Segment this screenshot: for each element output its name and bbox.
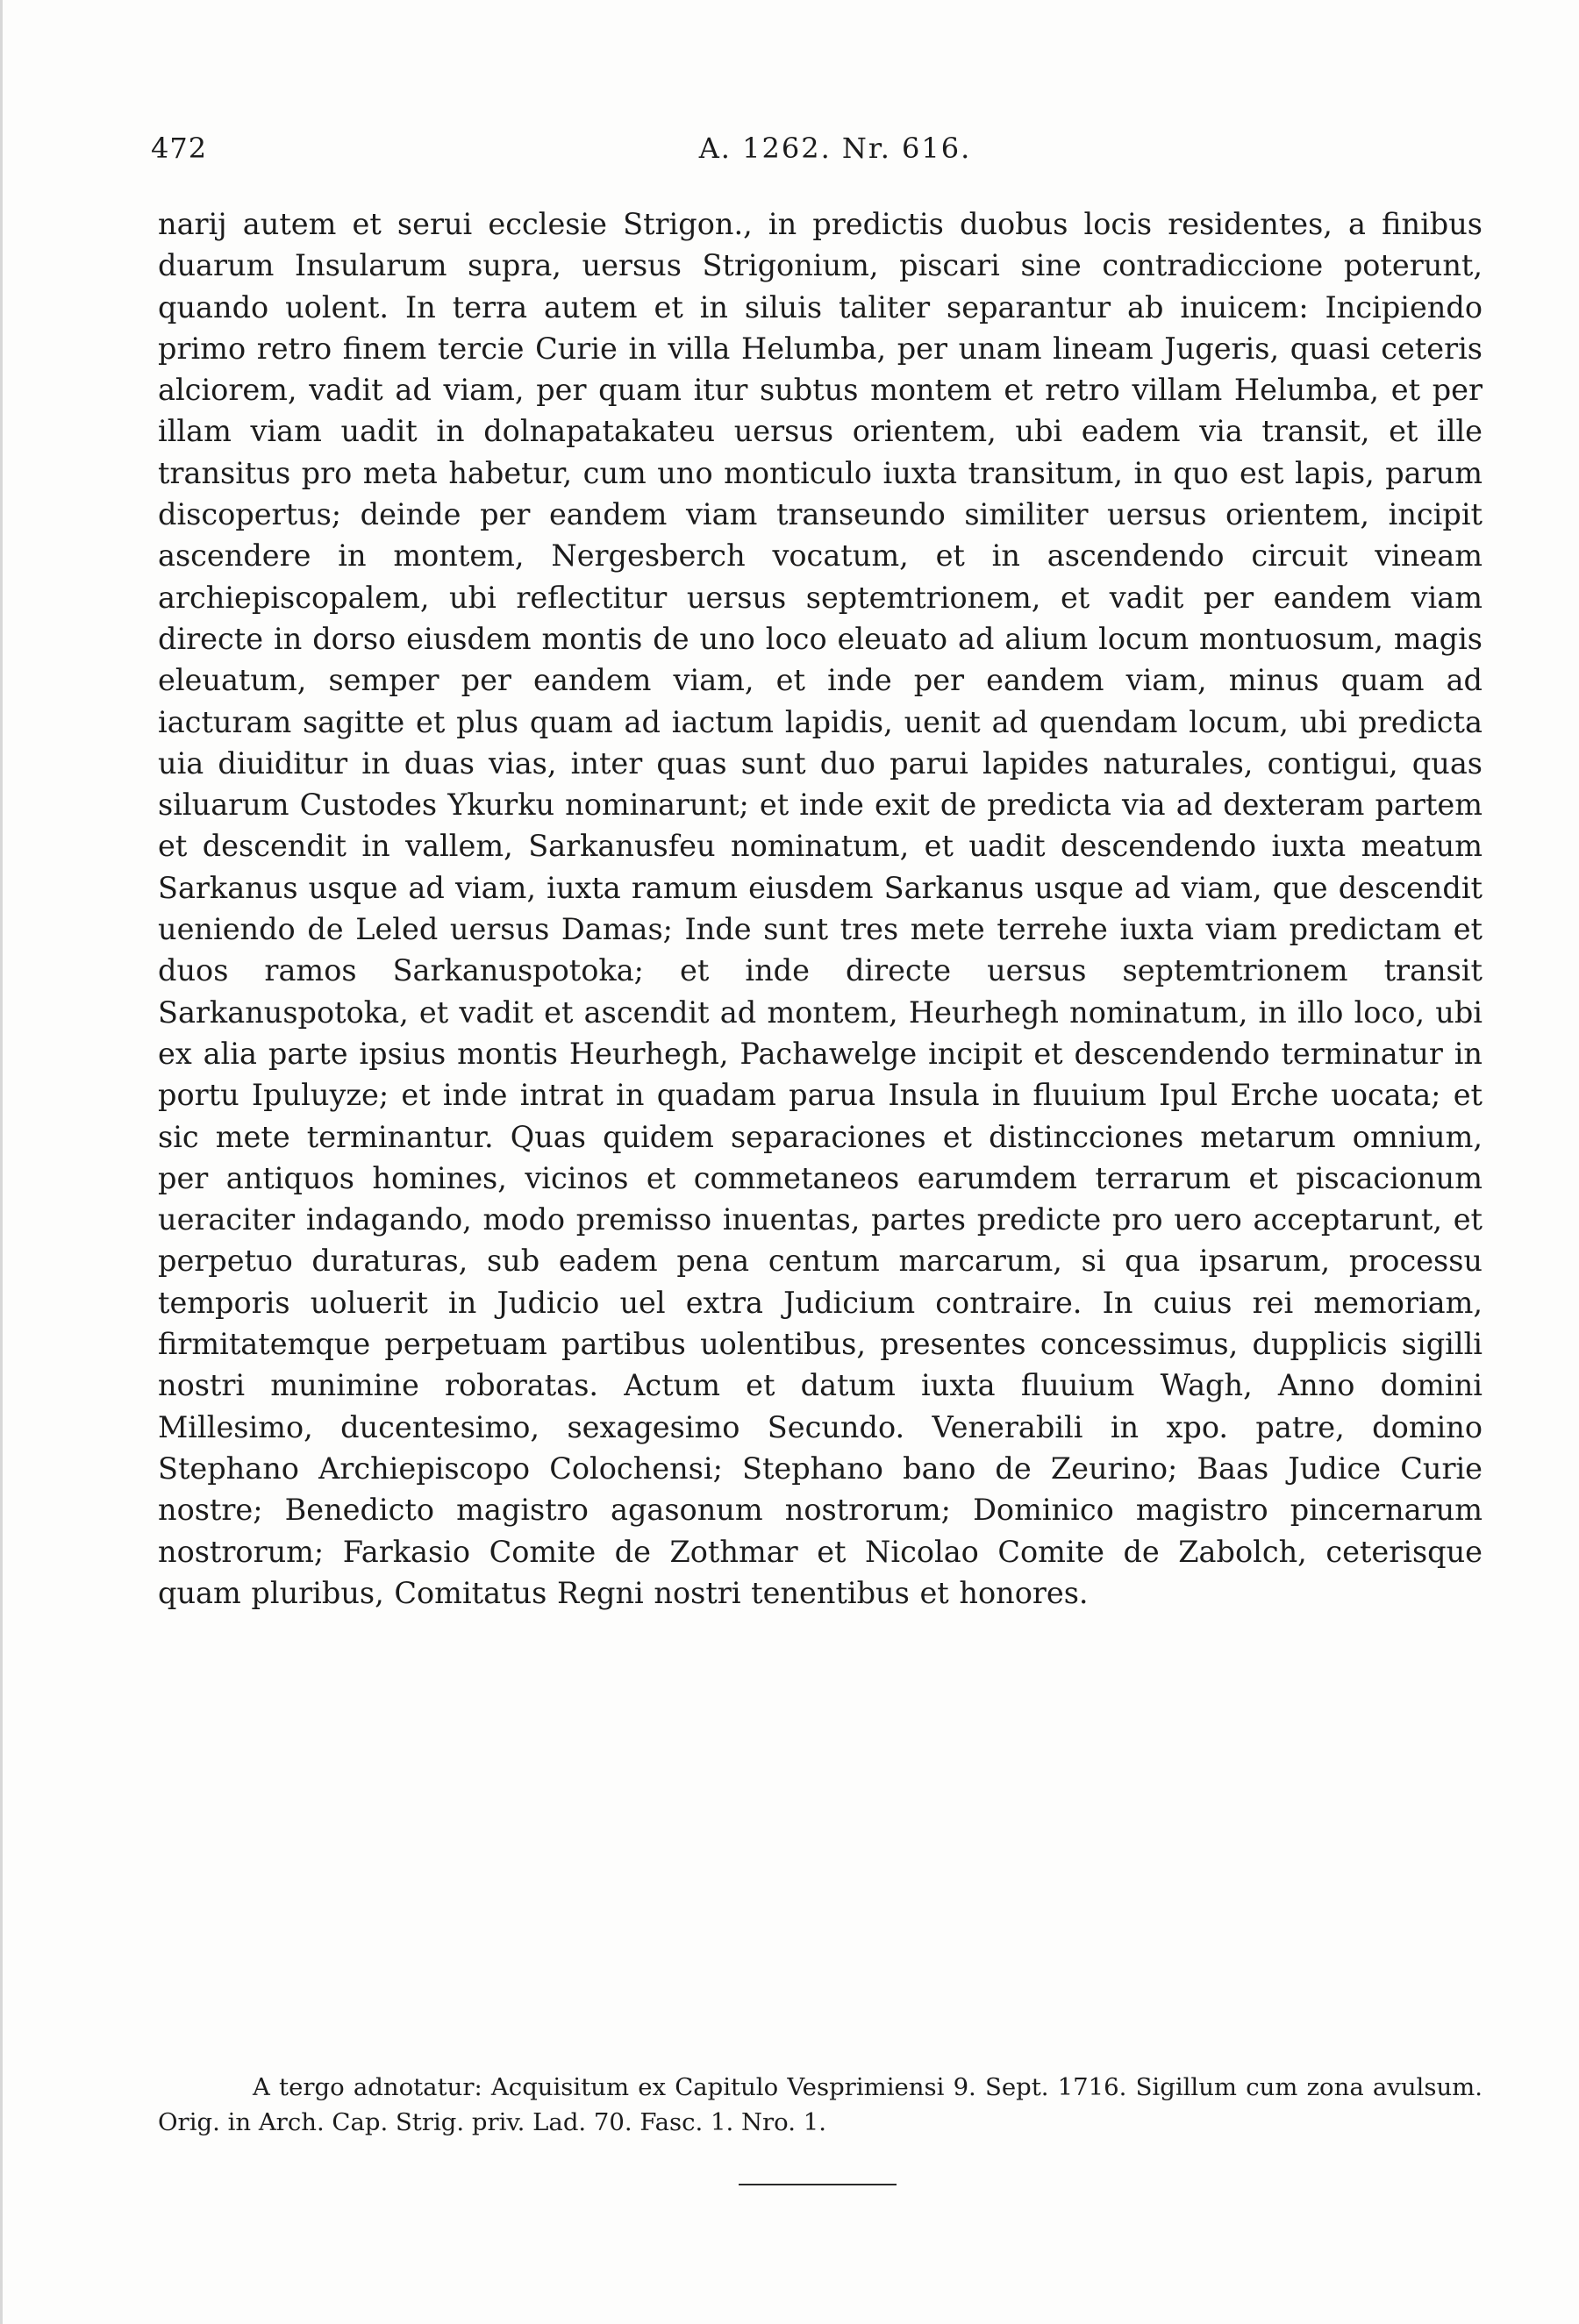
page-header <box>151 132 1519 175</box>
end-rule <box>739 2184 897 2185</box>
running-head: A. 1262. Nr. 616. <box>698 132 972 165</box>
archival-note: A tergo adnotatur: Acquisitum ex Capitulo Vesprimiensi 9. Sept. 1716. Sigillum cum zona avulsum. Orig. in Arch. Cap. Strig. priv. Lad. 70. Fasc. 1. Nro. 1. <box>158 2073 1483 2136</box>
charter-body-text: narij autem et serui ecclesie Strigon., in predictis duobus locis residentes, a finibus duarum Insularum supra, uersus Strigonium, piscari sine contradiccione poterunt, quando uolent. In terra autem et in siluis taliter separantur ab inuicem: Incipiendo primo retro finem tercie Curie in villa Helumba, per unam lineam Jugeris, quasi ceteris alciorem, vadit ad viam, per quam itur subtus montem et retro villam Helumba, et per illam viam uadit in dolnapatakateu uersus orientem, ubi eadem via transit, et ille transitus pro meta habetur, cum uno monticulo iuxta transitum, in quo est lapis, parum discopertus; deinde per eandem viam transeundo similiter uersus orientem, incipit ascendere in montem, Nergesberch vocatum, et in ascendendo circuit vineam archiepiscopalem, ubi reflectitur uersus septemtrionem, et vadit per eandem viam directe in dorso eiusdem montis de uno loco eleuato ad alium locum montuosum, magis eleuatum, semper per eandem viam, et inde per eandem viam, minus quam ad iacturam sagitte et plus quam ad iactum lapidis, uenit ad quendam locum, ubi predicta uia diuiditur in duas vias, inter quas sunt duo parui lapides naturales, contigui, quas siluarum Custodes Ykurku nominarunt; et inde exit de predicta via ad dexteram partem et descendit in vallem, Sarkanusfeu nominatum, et uadit descendendo iuxta meatum Sarkanus usque ad viam, iuxta ramum eiusdem Sarkanus usque ad viam, que descendit ueniendo de Leled uersus Damas; Inde sunt tres mete terrehe iuxta viam predictam et duos ramos Sarkanuspotoka; et inde directe uersus septemtrionem transit Sarkanuspotoka, et vadit et ascendit ad montem, Heurhegh nominatum, in illo loco, ubi ex alia parte ipsius montis Heurhegh, Pachawelge incipit et descendendo terminatur in portu Ipuluyze; et inde intrat in quadam parua Insula in fluuium Ipul Erche uocata; et sic mete terminantur. Quas quidem separaciones et distincciones metarum omnium, per antiquos homines, vicinos et commetaneos earumdem terrarum et piscacionum ueraciter indagando, modo premisso inuentas, partes predicte pro uero acceptarunt, et perpetuo duraturas, sub eadem pena centum marcarum, si qua ipsarum, processu temporis uoluerit in Judicio uel extra Judicium contraire. In cuius rei memoriam, firmitatemque perpetuam partibus uolentibus, presentes concessimus, dupplicis sigilli nostri munimine roboratas. Actum et datum iuxta fluuium Wagh, Anno domini Millesimo, ducentesimo, sexagesimo Secundo. Venerabili in xpo. patre, domino Stephano Archiepiscopo Colochensi; Stephano bano de Zeurino; Baas Judice Curie nostre; Benedicto magistro agasonum nostrorum; Dominico magistro pincernarum nostrorum; Farkasio Comite de Zothmar et Nicolao Comite de Zabolch, ceterisque quam pluribus, Comitatus Regni nostri tenentibus et honores. <box>158 207 1483 1610</box>
page-number: 472 <box>151 132 208 165</box>
scan-edge-shadow <box>0 0 3 2324</box>
